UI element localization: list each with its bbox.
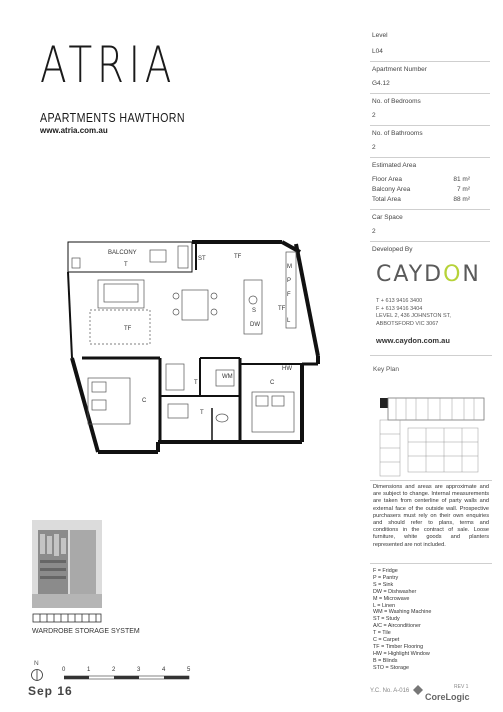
wm-label: WM [222, 374, 233, 380]
developer-address-1: LEVEL 2, 436 JOHNSTON ST, [376, 313, 451, 319]
level-row [370, 28, 490, 62]
m-label: M [287, 264, 292, 270]
area-row [370, 158, 490, 210]
developed-by-row [370, 242, 490, 259]
car-space-row [370, 210, 490, 242]
total-area-line [372, 195, 490, 205]
bedrooms-row [370, 94, 490, 126]
car-space-label: Car Space [372, 214, 403, 221]
developer-phone: T + 613 9416 3400 [376, 298, 423, 304]
caydon-logo [376, 262, 481, 287]
apartment-value: G4.12 [372, 80, 390, 87]
balcony-area-label: Balcony Area [372, 186, 411, 193]
divider [370, 563, 492, 564]
developer-address-2: ABBOTSFORD VIC 3067 [376, 320, 439, 327]
legend-item: T = Tile [373, 630, 391, 637]
apartment-label: Apartment Number [372, 66, 427, 73]
t-bath1-label: T [194, 380, 198, 386]
corelogic-logo-icon [412, 684, 424, 696]
tf-living-label: TF [124, 326, 132, 332]
legend-item: C = Carpet [373, 637, 400, 644]
north-label: N [34, 660, 39, 667]
legend-item: M = Microwave [373, 595, 410, 602]
north-arrow-icon [30, 668, 44, 682]
dw-label: DW [250, 322, 260, 328]
balcony-area-value: 7 m² [457, 186, 470, 193]
p-label: P [287, 278, 292, 284]
l-label: L [287, 318, 291, 324]
developer-contact [376, 298, 451, 328]
level-label: Level [372, 32, 388, 39]
scale-tick: 1 [87, 667, 91, 673]
revision-label: REV 1 [454, 684, 469, 690]
key-plan-label: Key Plan [373, 366, 400, 373]
corelogic-watermark: CoreLogic [425, 692, 470, 702]
scale-tick: 3 [137, 667, 141, 673]
divider [370, 480, 492, 481]
total-area-label: Total Area [372, 196, 401, 203]
balcony-label: BALCONY [108, 250, 137, 256]
brand-subtitle: APARTMENTS HAWTHORN [40, 110, 185, 125]
caydon-logo-n: N [462, 262, 481, 287]
info-panel [370, 28, 490, 259]
bedrooms-label: No. of Bedrooms [372, 98, 421, 105]
balcony-floor-label: T [124, 262, 128, 268]
brand-title: ATRIA [40, 36, 177, 94]
tf-label: TF [234, 254, 242, 260]
s-label: S [252, 308, 257, 314]
disclaimer-text: Dimensions and areas are approximate and are subject to change. Internal measurements are taken from centerline of party walls and external face of the outside wall. Prospective purchasers must rely on their own enquiries and should refer to plans, terms and conditions in the contract of sale. Loose furniture, white goods and planters represented are not included. [373, 484, 489, 548]
car-space-value: 2 [372, 228, 376, 235]
wardrobe-icon-strip [32, 612, 102, 624]
divider [370, 355, 492, 356]
legend-list [373, 568, 431, 672]
scale-tick: 5 [187, 667, 191, 673]
footer-date: Sep 16 [28, 684, 73, 698]
c-bed2-label: C [270, 380, 275, 386]
wardrobe-caption: WARDROBE STORAGE SYSTEM [32, 628, 140, 635]
bathrooms-value: 2 [372, 144, 376, 151]
legend-item: S = Sink [373, 581, 394, 588]
brand-url: www.atria.com.au [40, 126, 108, 135]
legend-item: A/C = Airconditioner [373, 623, 421, 630]
hw-label: HW [282, 366, 292, 372]
bathrooms-label: No. of Bathrooms [372, 130, 423, 137]
legend-item: L = Linen [373, 602, 396, 609]
floor-area-value: 81 m² [453, 176, 470, 183]
total-area-value: 88 m² [453, 196, 470, 203]
caydon-logo-text: CAYD [376, 262, 444, 287]
developed-by-label: Developed By [372, 246, 413, 253]
bathrooms-row [370, 126, 490, 158]
key-plan-image [376, 394, 488, 480]
scale-tick: 2 [112, 667, 116, 673]
f-label: F [287, 292, 291, 298]
t-bath2-label: T [200, 410, 204, 416]
balcony-area-line [372, 185, 490, 195]
apartment-row [370, 62, 490, 94]
floor-plan [0, 0, 370, 470]
legend-item: B = Blinds [373, 657, 398, 664]
scale-tick: 4 [162, 667, 166, 673]
floor-area-label: Floor Area [372, 176, 402, 183]
legend-item: ST = Study [373, 616, 400, 623]
legend-item: STO = Storage [373, 664, 410, 671]
reference-number: Y.C. No. A-016 [370, 688, 410, 694]
legend-item: P = Pantry [373, 574, 399, 581]
caydon-logo-o: O [443, 262, 463, 287]
developer-fax: F + 613 9416 3404 [376, 305, 423, 312]
legend-item: HW = Highlight Window [373, 650, 430, 657]
c-bed1-label: C [142, 398, 147, 404]
developer-url[interactable]: www.caydon.com.au [376, 336, 450, 345]
scale-tick: 0 [62, 667, 66, 673]
legend-item: F = Fridge [373, 568, 398, 574]
floor-area-line [372, 175, 490, 185]
scale-bar [64, 675, 194, 683]
legend-item: DW = Dishwasher [373, 588, 417, 595]
tf-kitchen-label: TF [278, 306, 286, 312]
level-value: L04 [372, 48, 383, 55]
legend-item: WM = Washing Machine [373, 609, 432, 616]
estimated-area-label: Estimated Area [372, 162, 417, 169]
legend-item: TF = Timber Flooring [373, 643, 424, 650]
bedrooms-value: 2 [372, 112, 376, 119]
wardrobe-photo [32, 520, 102, 608]
study-label: ST [198, 256, 206, 262]
